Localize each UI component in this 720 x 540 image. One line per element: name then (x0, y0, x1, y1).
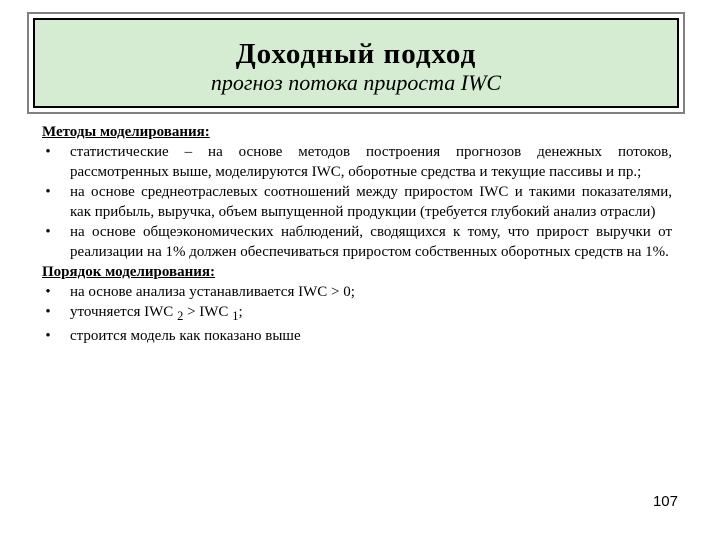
list-item (42, 182, 672, 222)
list-item-text: статистические – на основе методов построения прогнозов денежных потоков, рассмотренных выше, моделируются IWC, оборотные средства и текущие пассивы и пр.; (70, 144, 672, 180)
bullet-icon: • (45, 144, 51, 160)
section-heading-methods: Методы моделирования: (42, 124, 210, 140)
bullet-icon: • (45, 328, 51, 344)
bullet-icon: • (45, 224, 51, 240)
section-heading-procedure: Порядок моделирования: (42, 264, 215, 280)
bullet-icon: • (45, 284, 51, 300)
list-item-text: на основе общеэкономических наблюдений, сводящихся к тому, что прирост выручки от реализации на 1% должен обеспечиваться приростом собственных оборотных средств на 1%. (70, 224, 672, 260)
procedure-list (42, 282, 672, 346)
list-item-text: строится модель как показано выше (70, 328, 301, 344)
list-item (42, 326, 672, 346)
list-item-text: на основе среднеотраслевых соотношений между приростом IWC и такими показателями, как прибыль, выручка, объем выпущенной продукции (требуется глубокий анализ отрасли) (70, 184, 672, 220)
list-item-text: на основе анализа устанавливается IWC > 0; (70, 284, 355, 300)
list-item (42, 222, 672, 262)
title-box (33, 18, 679, 108)
slide-content (42, 122, 672, 346)
slide-title: Доходный подход (235, 38, 477, 70)
list-item-text (70, 304, 243, 323)
text-middle: > IWC (183, 304, 233, 320)
methods-list (42, 142, 672, 262)
list-item (42, 142, 672, 182)
list-item (42, 302, 672, 326)
slide-subtitle: прогноз потока прироста IWC (210, 70, 502, 95)
subscript-2: 2 (177, 309, 184, 323)
text-prefix: уточняется IWC (70, 304, 178, 320)
list-item (42, 282, 672, 302)
bullet-icon: • (45, 184, 51, 200)
subscript-1: 1 (232, 309, 239, 323)
text-suffix: ; (238, 304, 243, 320)
bullet-icon: • (45, 304, 51, 320)
slide-number: 107 (652, 493, 678, 510)
